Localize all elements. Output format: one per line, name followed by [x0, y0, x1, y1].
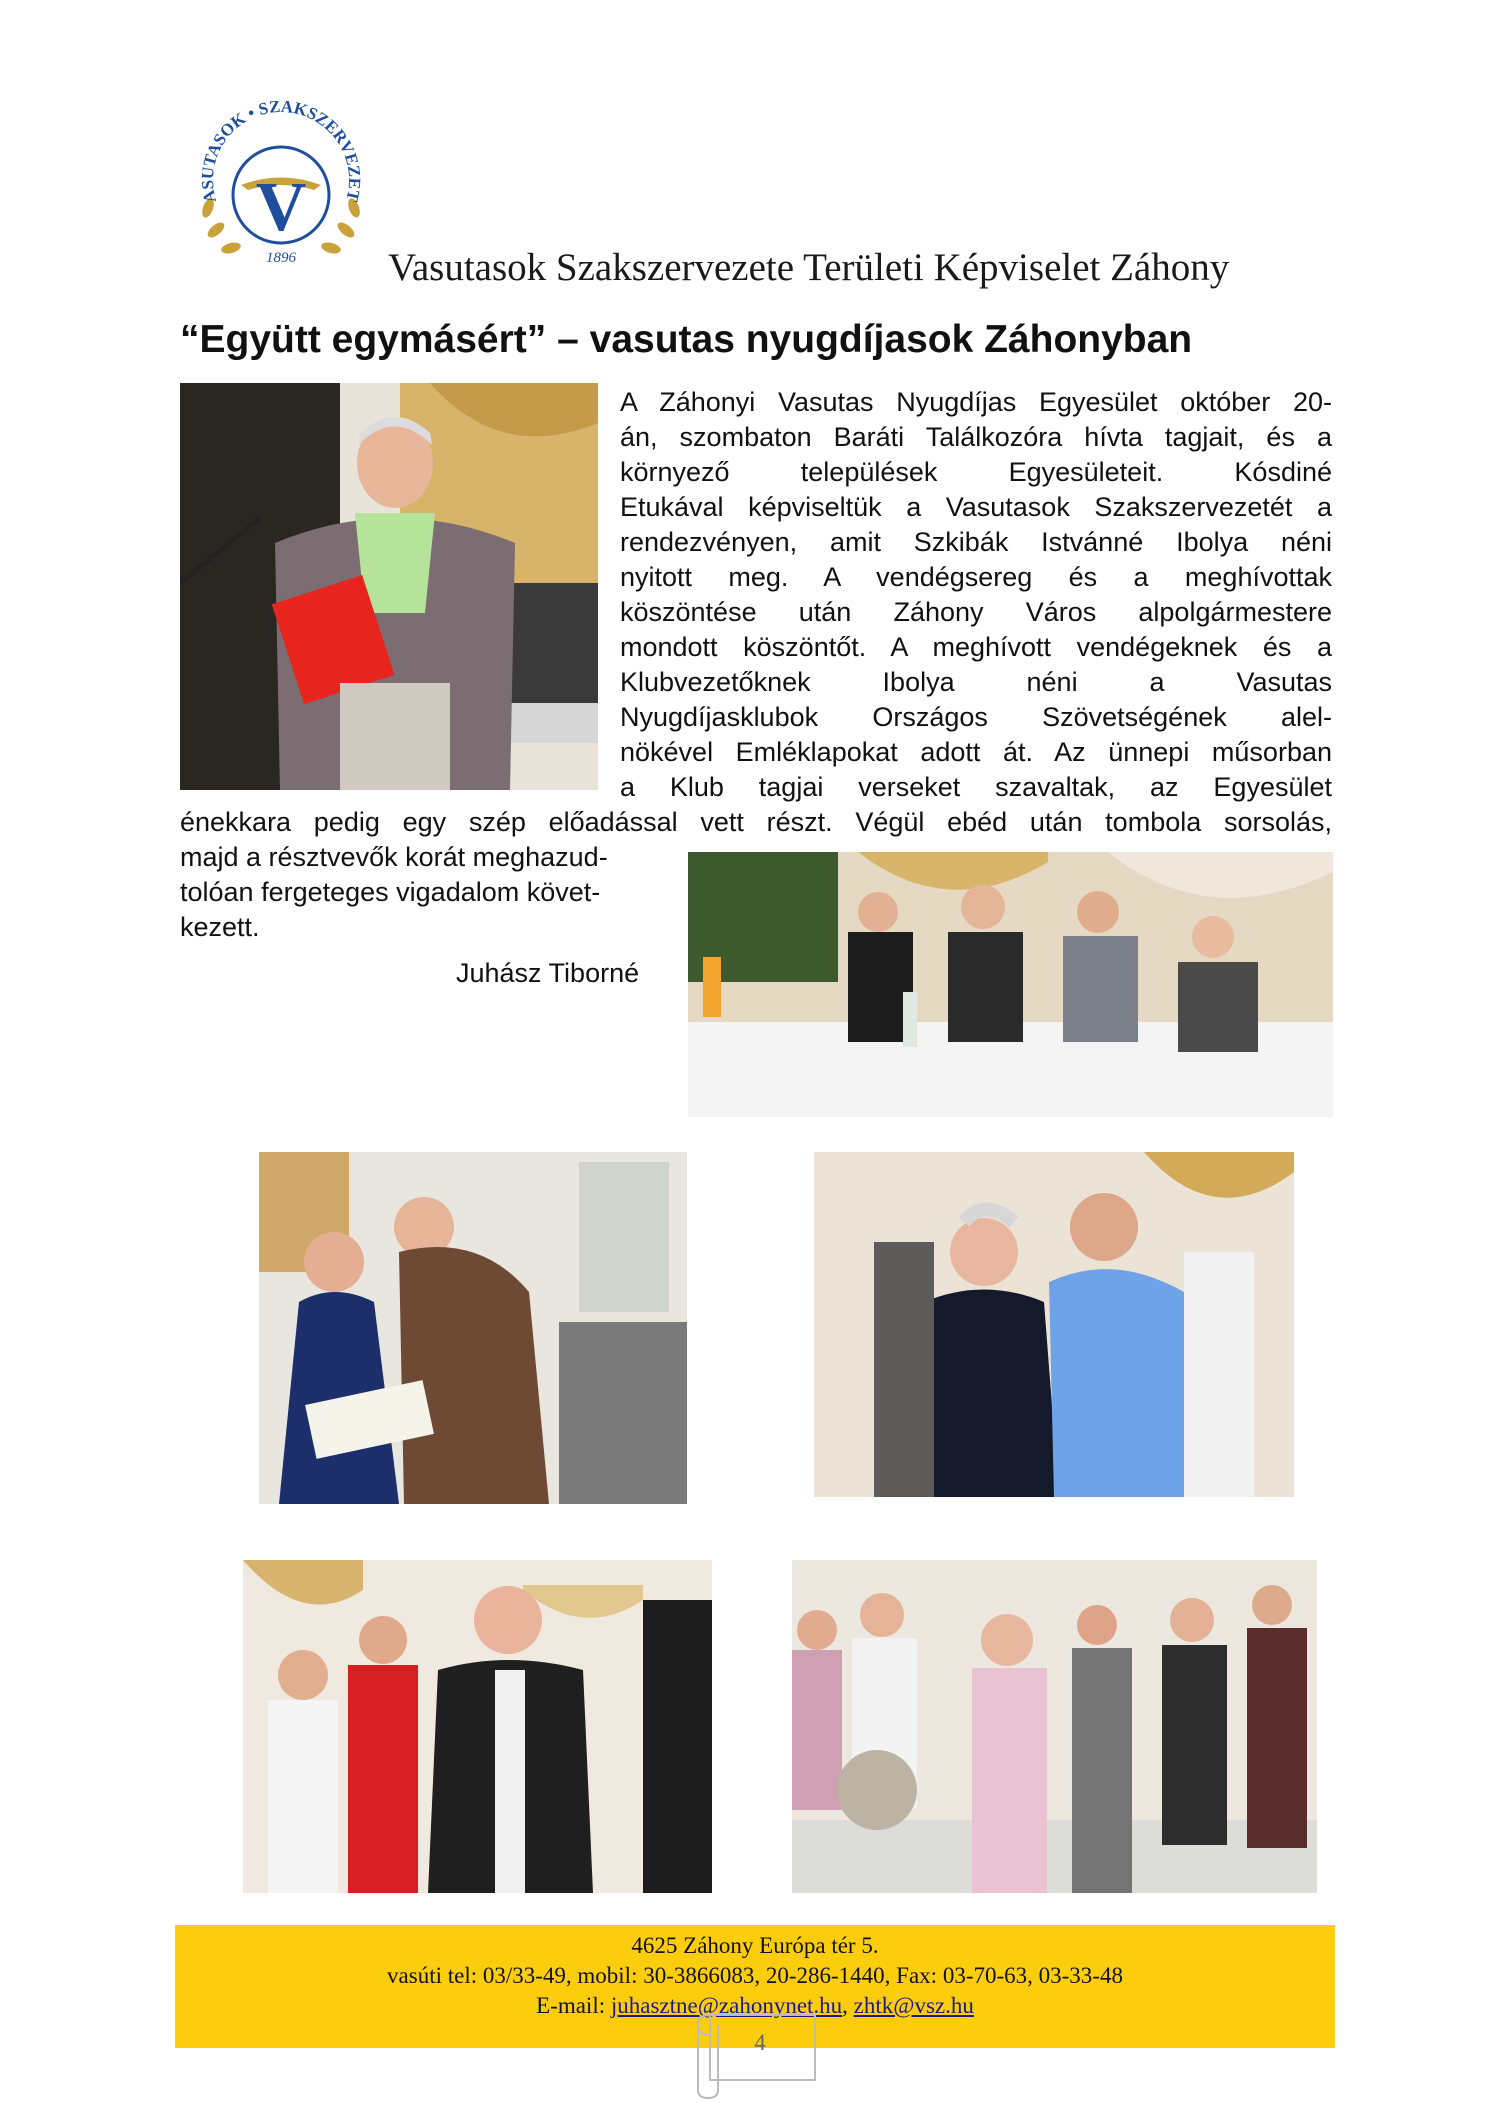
article-line: köszöntése után Záhony Város alpolgármestere	[620, 597, 1332, 627]
article-line: tolóan fergeteges vigadalom követ-	[180, 877, 601, 907]
photo-dance-floor	[792, 1560, 1317, 1893]
footer-address: 4625 Záhony Európa tér 5.	[631, 1933, 879, 1958]
organization-name: Vasutasok Szakszervezete Területi Képviselet Záhony	[388, 246, 1230, 289]
article-line: Etukával képviseltük a Vasutasok Szakszervezetét a	[620, 492, 1332, 522]
article-line: nyitott meg. A vendégsereg és a meghívottak	[620, 562, 1332, 592]
article-line: a Klub tagjai verseket szavaltak, az Egyesület	[620, 772, 1332, 802]
article-line: Nyugdíjasklubok Országos Szövetségének alel-	[620, 702, 1332, 732]
article-line: mondott köszöntőt. A meghívott vendégeknek és a	[620, 632, 1332, 662]
article-title: “Együtt egymásért” – vasutas nyugdíjasok Záhonyban	[180, 318, 1193, 361]
union-logo	[186, 90, 376, 280]
article-author: Juhász Tiborné	[456, 958, 640, 988]
article-line: környező települések Egyesületeit. Kósdiné	[620, 457, 1332, 487]
article-line: án, szombaton Baráti Találkozóra hívta tagjait, és a	[620, 422, 1332, 452]
photo-man-thumbs-up	[243, 1560, 712, 1893]
logo-arc-text: ASUTASOK • SZAKSZERVEZET	[197, 96, 365, 205]
email-link-zhtk[interactable]: zhtk@vsz.hu	[853, 1993, 974, 2018]
photo-greeting-couple	[259, 1152, 687, 1504]
photo-dancing-couple	[814, 1152, 1294, 1497]
footer-phones: vasúti tel: 03/33-49, mobil: 30-3866083, 20-286-1440, Fax: 03-70-63, 03-33-48	[387, 1963, 1123, 1988]
article-line: énekkara pedig egy szép előadással vett részt. Végül ebéd után tombola sorsolás,	[180, 807, 1332, 837]
article-line: rendezvényen, amit Szkibák Istvánné Ibolya néni	[620, 527, 1332, 557]
article-line: kezett.	[180, 912, 260, 942]
footer-email-separator: ,	[842, 1993, 848, 2018]
photo-speaker-with-microphone	[180, 383, 598, 790]
article-line: A Záhonyi Vasutas Nyugdíjas Egyesület október 20-	[620, 387, 1332, 417]
email-link-juhasztne[interactable]: juhasztne@zahonynet.hu	[610, 1993, 843, 2018]
article-line: majd a résztvevők korát meghazud-	[180, 842, 608, 872]
logo-year: 1896	[266, 250, 296, 266]
footer-email-label: E-mail:	[536, 1993, 606, 2018]
article-line: nökével Emléklapokat adott át. Az ünnepi műsorban	[620, 737, 1332, 767]
page-number: 4	[754, 2030, 766, 2055]
photo-guests-at-table	[688, 852, 1333, 1117]
article-line: Klubvezetőknek Ibolya néni a Vasutas	[620, 667, 1332, 697]
logo-letter: V	[255, 169, 307, 246]
